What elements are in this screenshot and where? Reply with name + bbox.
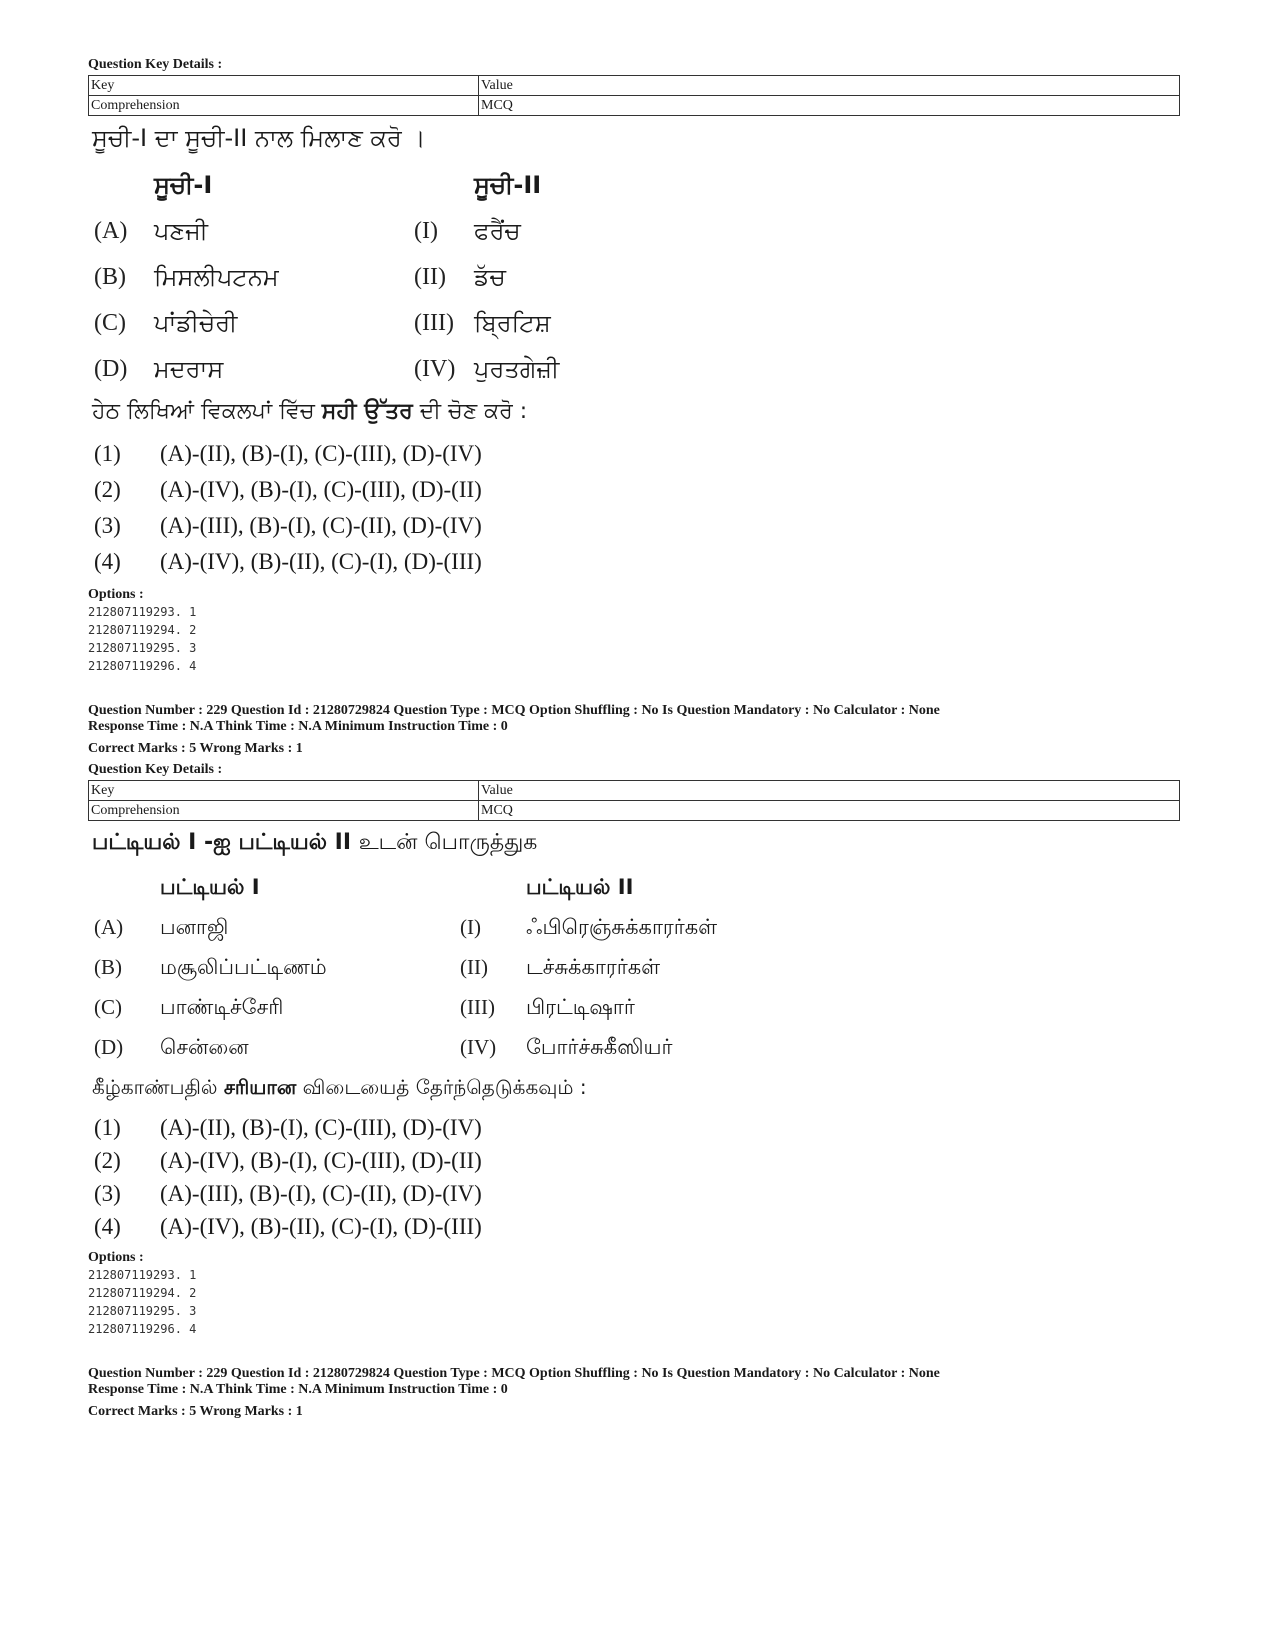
option-text: (A)-(IV), (B)-(I), (C)-(III), (D)-(II) [160,1148,482,1173]
list1-item: ਪਣਜੀ [154,217,208,245]
row-label: (A) [94,915,124,939]
meta-line: Question Number : 229 Question Id : 21280729824 Question Type : MCQ Option Shuffling : No Is Question Mandatory : No Calculator : None [88,1366,940,1381]
table-cell: Key [89,781,479,801]
option-id: 212807119294. 2 [88,1286,197,1300]
instruction-bold: ਸਹੀ ਉੱਤਰ [321,399,413,424]
option-text: (A)-(III), (B)-(I), (C)-(II), (D)-(IV) [160,513,482,538]
list2-item: பிரட்டிஷார் [526,995,635,1019]
option-text: (A)-(IV), (B)-(II), (C)-(I), (D)-(III) [160,1214,482,1239]
option-id: 212807119295. 3 [88,641,197,655]
option-text: (A)-(IV), (B)-(II), (C)-(I), (D)-(III) [160,549,482,574]
answer-option[interactable] [94,472,1178,508]
instruction-bold: சரியான [223,1075,297,1099]
row-label: (IV) [414,356,456,382]
instruction-post: ਦੀ ਚੋਣ ਕਰੋ : [412,399,528,424]
meta-line: Correct Marks : 5 Wrong Marks : 1 [88,1404,303,1419]
row-label: (A) [94,218,128,244]
row-label: (D) [94,1035,124,1059]
instruction-text [92,396,1178,428]
option-id: 212807119296. 4 [88,659,197,673]
table-row [89,76,1180,96]
row-label: (III) [460,995,495,1019]
table-row [89,781,1180,801]
list1-item: ਮਿਸਲੀਪਟਨਮ [154,263,279,291]
answer-option[interactable] [94,544,1178,580]
table-cell: MCQ [479,801,1180,821]
option-id: 212807119293. 1 [88,605,197,619]
title-rest: உடன் பொருத்துக [358,830,538,855]
table-cell: Comprehension [89,801,479,821]
instruction-post: விடையைத் தேர்ந்தெடுக்கவும் : [296,1075,587,1099]
table-cell: Value [479,781,1180,801]
meta-line: Response Time : N.A Think Time : N.A Minimum Instruction Time : 0 [88,719,508,734]
table-row [89,96,1180,116]
list1-item: மசூலிப்பட்டிணம் [160,955,327,979]
option-number: (3) [94,513,121,538]
row-label: (B) [94,264,126,290]
table-cell: Key [89,76,479,96]
key-details-table [88,780,1180,821]
option-number: (4) [94,1214,121,1239]
option-text: (A)-(III), (B)-(I), (C)-(II), (D)-(IV) [160,1181,482,1206]
option-text: (A)-(II), (B)-(I), (C)-(III), (D)-(IV) [160,441,482,466]
option-text: (A)-(II), (B)-(I), (C)-(III), (D)-(IV) [160,1115,482,1140]
option-text: (A)-(IV), (B)-(I), (C)-(III), (D)-(II) [160,477,482,502]
match-list [94,867,1178,1067]
list1-item: ਪਾਂਡੀਚੇਰੀ [154,309,238,337]
row-label: (IV) [460,1035,497,1059]
instruction-pre: ਹੇਠ ਲਿਖਿਆਂ ਵਿਕਲਪਾਂ ਵਿੱਚ [92,399,322,424]
list2-item: ਪੁਰਤਗੇਜ਼ੀ [474,355,560,383]
row-label: (C) [94,995,122,1019]
list2-item: டச்சுக்காரர்கள் [526,955,661,979]
meta-line: Response Time : N.A Think Time : N.A Minimum Instruction Time : 0 [88,1382,508,1397]
answer-option[interactable] [94,508,1178,544]
answer-option[interactable] [94,1144,1178,1177]
question-title: ਸੂਚੀ-I ਦਾ ਸੂਚੀ-II ਨਾਲ ਮਿਲਾਣ ਕਰੋ । [92,124,426,152]
instruction-text [92,1071,1178,1103]
list2-item: போர்ச்சுகீஸியர் [526,1035,673,1059]
key-details-table [88,75,1180,116]
question-meta [88,703,1178,757]
list2-item: ਬ੍ਰਿਟਿਸ਼ [474,309,551,337]
list1-header: பட்டியல் I [160,875,260,899]
option-number: (2) [94,1148,121,1173]
key-details-label: Question Key Details : [88,57,223,72]
option-id: 212807119294. 2 [88,623,197,637]
title-bold: பட்டியல் I -ஐ பட்டியல் II [92,830,359,855]
row-label: (I) [460,915,481,939]
option-id: 212807119295. 3 [88,1304,197,1318]
list1-item: சென்னை [160,1035,249,1059]
option-id-list [88,1266,1178,1338]
list2-header: பட்டியல் II [526,875,634,899]
answer-options [94,1111,1178,1243]
option-number: (1) [94,441,121,466]
table-cell: Value [479,76,1180,96]
answer-option[interactable] [94,1210,1178,1243]
options-label: Options : [88,1250,144,1265]
list1-item: ਮਦਰਾਸ [154,355,224,383]
option-number: (4) [94,549,121,574]
option-number: (1) [94,1115,121,1140]
table-row [89,801,1180,821]
key-details-label: Question Key Details : [88,762,223,777]
row-label: (II) [414,264,446,290]
option-id: 212807119296. 4 [88,1322,197,1336]
row-label: (II) [460,955,488,979]
list2-item: ਫਰੈਂਚ [474,217,521,245]
question-page [88,56,1178,1420]
row-label: (C) [94,310,126,336]
answer-option[interactable] [94,1177,1178,1210]
meta-line: Correct Marks : 5 Wrong Marks : 1 [88,741,303,756]
row-label: (III) [414,310,454,336]
list2-item: ਡੱਚ [474,263,506,291]
table-cell: MCQ [479,96,1180,116]
meta-line: Question Number : 229 Question Id : 21280729824 Question Type : MCQ Option Shuffling : No Is Question Mandatory : No Calculator : None [88,703,940,718]
options-label: Options : [88,587,144,602]
option-id: 212807119293. 1 [88,1268,197,1282]
option-id-list [88,603,1178,675]
row-label: (D) [94,356,128,382]
list1-item: பாண்டிச்சேரி [160,995,284,1019]
option-number: (3) [94,1181,121,1206]
list2-header: ਸੂਚੀ-II [474,171,542,199]
row-label: (B) [94,955,122,979]
option-number: (2) [94,477,121,502]
table-cell: Comprehension [89,96,479,116]
answer-option[interactable] [94,436,1178,472]
question-title [92,827,1178,859]
answer-options [94,436,1178,580]
match-list [94,162,1178,392]
answer-option[interactable] [94,1111,1178,1144]
row-label: (I) [414,218,438,244]
question-meta [88,1366,1178,1420]
instruction-pre: கீழ்காண்பதில் [92,1075,224,1099]
list2-item: ஃபிரெஞ்சுக்காரர்கள் [526,915,718,939]
list1-item: பனாஜி [160,915,229,939]
list1-header: ਸੂਚੀ-I [154,171,213,199]
